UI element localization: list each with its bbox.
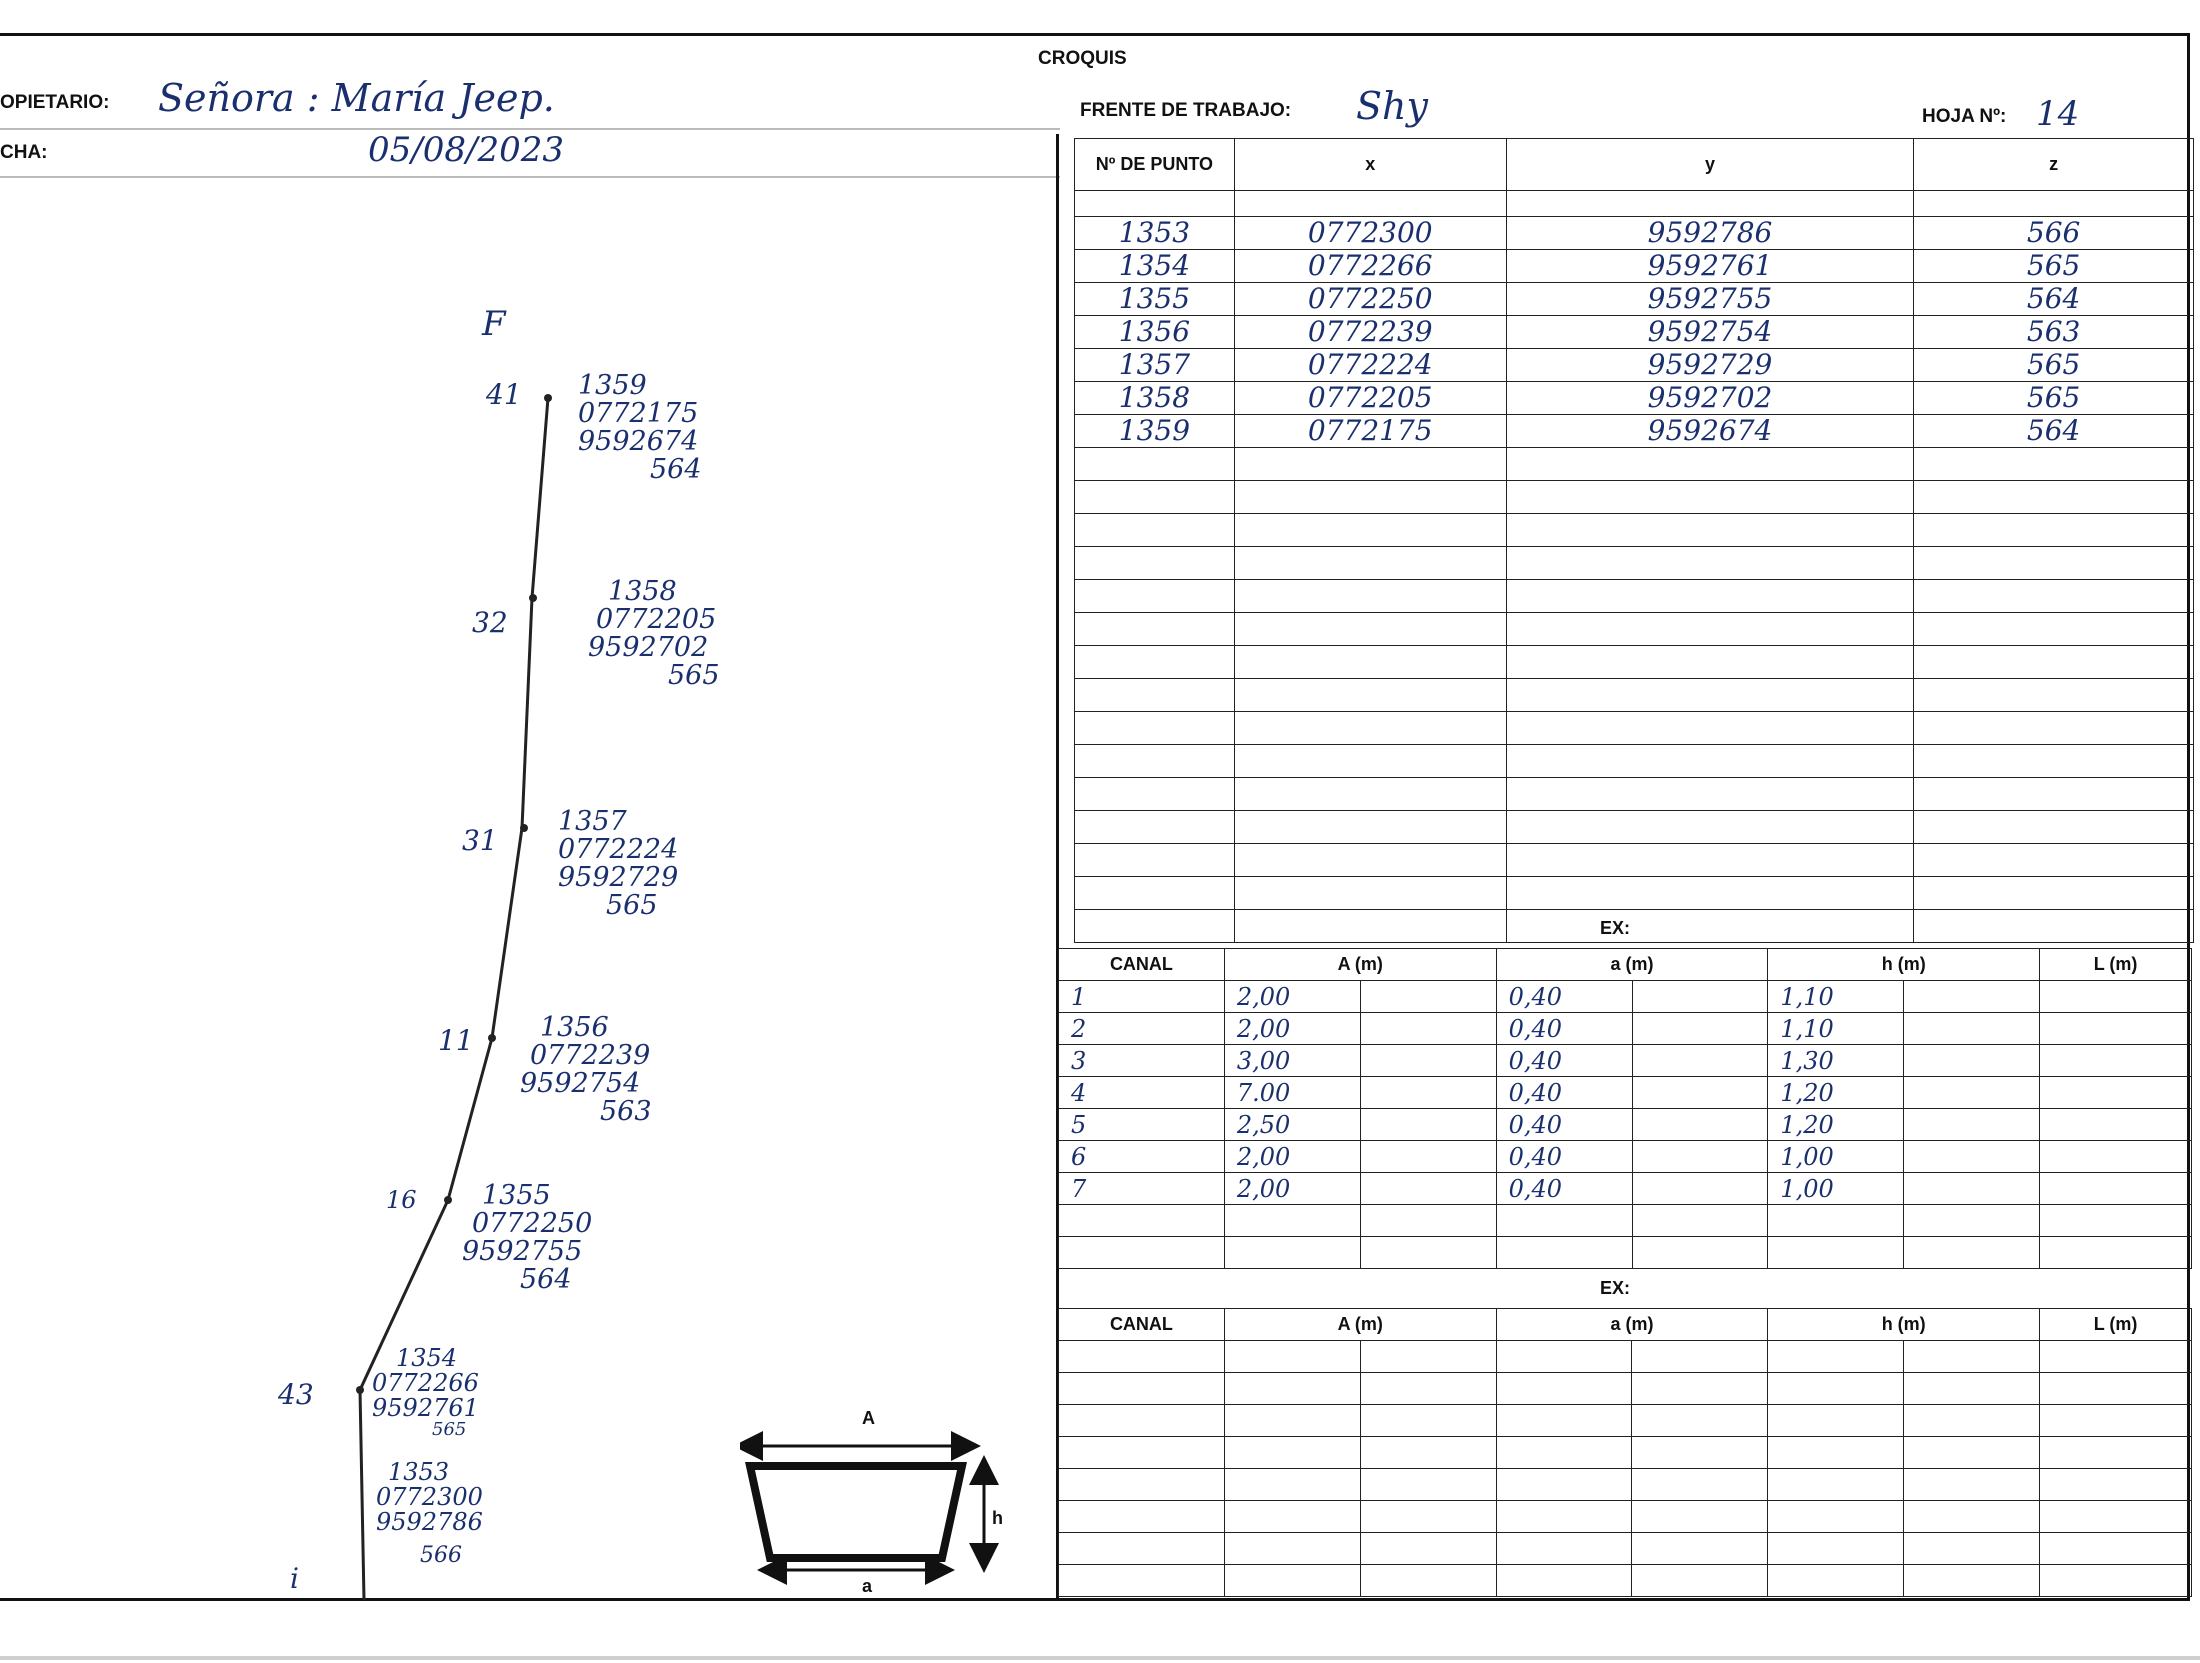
point-x: 0772239 xyxy=(1234,316,1506,349)
table-row xyxy=(1075,679,2194,712)
col-header-z: z xyxy=(1914,139,2194,191)
canal-h: 1,00 xyxy=(1768,1173,1904,1205)
point-z: 565 xyxy=(1914,349,2194,382)
table-row xyxy=(1059,981,2192,1013)
date-label: CHA: xyxy=(0,142,48,163)
table-row xyxy=(1075,250,2194,283)
table-row xyxy=(1075,910,2194,943)
ex-title-1: EX: xyxy=(1600,918,1631,938)
table-row xyxy=(1059,1205,2192,1237)
canal-number: 6 xyxy=(1059,1141,1225,1173)
canal-table-2 xyxy=(1058,1308,2192,1597)
canal-h: 1,10 xyxy=(1768,1013,1904,1045)
canal-A: 2,00 xyxy=(1224,1173,1360,1205)
point-z: 563 xyxy=(1914,316,2194,349)
canal-a xyxy=(1496,1237,1632,1269)
table-row xyxy=(1059,1237,2192,1269)
table-row xyxy=(1075,778,2194,811)
canal-a-check xyxy=(1632,1109,1768,1141)
canal-A-check xyxy=(1360,1045,1496,1077)
table-row xyxy=(1075,514,2194,547)
canal-h: 1,20 xyxy=(1768,1109,1904,1141)
table-row xyxy=(1059,1501,2192,1533)
point-y: 9592786 xyxy=(1506,217,1914,250)
canal-A-check xyxy=(1360,1173,1496,1205)
north-mark: F xyxy=(482,304,506,344)
canal-a-check xyxy=(1632,1237,1768,1269)
ex-title-2: EX: xyxy=(1600,1278,1631,1298)
canal-L xyxy=(2040,1173,2192,1205)
col-header-canal: CANAL xyxy=(1059,949,1225,981)
canal-a-check xyxy=(1632,1173,1768,1205)
channel-section-diagram xyxy=(740,1400,1010,1600)
station-mark xyxy=(529,594,537,602)
point-z: 566 xyxy=(1914,217,2194,250)
sketch-canvas xyxy=(0,180,1056,1600)
point-x: 0772250 xyxy=(1234,283,1506,316)
canal-h-check xyxy=(1904,1013,2040,1045)
table-row xyxy=(1059,1405,2192,1437)
table-row xyxy=(1059,1469,2192,1501)
station-label: 1355 0772250 9592755 564 xyxy=(462,1180,593,1296)
point-z: 564 xyxy=(1914,415,2194,448)
table-row xyxy=(1075,415,2194,448)
canal-h: 1,30 xyxy=(1768,1045,1904,1077)
canal-h-check xyxy=(1904,1141,2040,1173)
table-row xyxy=(1075,448,2194,481)
point-z: 565 xyxy=(1914,250,2194,283)
sheet-label: HOJA Nº: xyxy=(1922,106,2007,127)
col-header-point: Nº DE PUNTO xyxy=(1075,139,1235,191)
canal-a-check xyxy=(1632,1013,1768,1045)
canal-h xyxy=(1768,1237,1904,1269)
station-label: 1356 0772239 9592754 563 xyxy=(520,1012,652,1128)
canal-a: 0,40 xyxy=(1496,981,1632,1013)
station-mark xyxy=(356,1386,364,1394)
table-row xyxy=(1075,811,2194,844)
canal-h-check xyxy=(1904,1237,2040,1269)
canal-number: 1 xyxy=(1059,981,1225,1013)
canal-L xyxy=(2040,1013,2192,1045)
canal-L xyxy=(2040,981,2192,1013)
col-header-a: a (m) xyxy=(1496,949,1768,981)
canal-h: 1,20 xyxy=(1768,1077,1904,1109)
station-distance: 32 xyxy=(472,606,508,639)
table-row xyxy=(1075,382,2194,415)
canal-a-check xyxy=(1632,1205,1768,1237)
point-y: 9592754 xyxy=(1506,316,1914,349)
canal-table-1 xyxy=(1058,948,2192,1269)
table-row xyxy=(1075,646,2194,679)
col-header-L: L (m) xyxy=(2040,1309,2192,1341)
canal-L xyxy=(2040,1109,2192,1141)
table-row xyxy=(1059,1341,2192,1373)
station-distance: 41 xyxy=(486,378,522,411)
point-id: 1353 xyxy=(1075,217,1235,250)
table-row xyxy=(1059,1565,2192,1597)
station-mark xyxy=(520,824,528,832)
canal-number xyxy=(1059,1237,1225,1269)
col-header-y: y xyxy=(1506,139,1914,191)
canal-A: 2,50 xyxy=(1224,1109,1360,1141)
canal-a: 0,40 xyxy=(1496,1077,1632,1109)
canal-A-check xyxy=(1360,1205,1496,1237)
page-title: CROQUIS xyxy=(1038,48,1127,69)
point-id: 1358 xyxy=(1075,382,1235,415)
table-row xyxy=(1075,283,2194,316)
canal-A-check xyxy=(1360,1077,1496,1109)
canal-h: 1,00 xyxy=(1768,1141,1904,1173)
canal-A-check xyxy=(1360,1141,1496,1173)
table-row xyxy=(1059,1045,2192,1077)
col-header-x: x xyxy=(1234,139,1506,191)
owner-rule xyxy=(0,128,1060,130)
canal-h-check xyxy=(1904,1109,2040,1141)
table-row xyxy=(1075,712,2194,745)
table-row xyxy=(1059,1437,2192,1469)
canal-L xyxy=(2040,1141,2192,1173)
point-z: 565 xyxy=(1914,382,2194,415)
table-row xyxy=(1075,316,2194,349)
canal-L xyxy=(2040,1077,2192,1109)
canal-a xyxy=(1496,1205,1632,1237)
diagram-label-top: A xyxy=(862,1408,875,1428)
col-header-canal: CANAL xyxy=(1059,1309,1225,1341)
canal-a-check xyxy=(1632,1045,1768,1077)
canal-A: 2,00 xyxy=(1224,1013,1360,1045)
col-header-L: L (m) xyxy=(2040,949,2192,981)
point-y: 9592761 xyxy=(1506,250,1914,283)
point-id: 1359 xyxy=(1075,415,1235,448)
owner-label: OPIETARIO: xyxy=(0,92,110,113)
canal-A xyxy=(1224,1205,1360,1237)
canal-number: 3 xyxy=(1059,1045,1225,1077)
canal-a-check xyxy=(1632,1077,1768,1109)
canal-a-check xyxy=(1632,981,1768,1013)
table-row xyxy=(1075,877,2194,910)
point-y: 9592674 xyxy=(1506,415,1914,448)
point-y: 9592702 xyxy=(1506,382,1914,415)
trapezoid-shape xyxy=(750,1466,962,1558)
station-label: 1353 0772300 9592786 566 xyxy=(376,1458,483,1568)
date-rule xyxy=(0,176,1060,178)
canal-A-check xyxy=(1360,981,1496,1013)
table-row xyxy=(1059,1077,2192,1109)
table-row xyxy=(1075,217,2194,250)
station-distance: 43 xyxy=(278,1378,314,1411)
table-row xyxy=(1075,844,2194,877)
table-row xyxy=(1075,613,2194,646)
canal-a: 0,40 xyxy=(1496,1141,1632,1173)
canal-a: 0,40 xyxy=(1496,1045,1632,1077)
station-label: 1359 0772175 9592674 564 xyxy=(578,370,702,486)
canal-h: 1,10 xyxy=(1768,981,1904,1013)
point-z: 564 xyxy=(1914,283,2194,316)
date-value: 05/08/2023 xyxy=(368,130,564,170)
canal-L xyxy=(2040,1205,2192,1237)
canal-A-check xyxy=(1360,1013,1496,1045)
station-mark xyxy=(488,1034,496,1042)
canal-L xyxy=(2040,1045,2192,1077)
col-header-h: h (m) xyxy=(1768,949,2040,981)
canal-L xyxy=(2040,1237,2192,1269)
point-x: 0772266 xyxy=(1234,250,1506,283)
table-row xyxy=(1059,1141,2192,1173)
col-header-A: A (m) xyxy=(1224,1309,1496,1341)
canal-a-check xyxy=(1632,1141,1768,1173)
canal-A: 2,00 xyxy=(1224,1141,1360,1173)
canal-a: 0,40 xyxy=(1496,1173,1632,1205)
table-row xyxy=(1075,547,2194,580)
canal-h-check xyxy=(1904,1045,2040,1077)
station-distance: 31 xyxy=(462,824,498,857)
canal-A xyxy=(1224,1237,1360,1269)
canal-h-check xyxy=(1904,1077,2040,1109)
canal-a: 0,40 xyxy=(1496,1013,1632,1045)
canal-h xyxy=(1768,1205,1904,1237)
canal-h-check xyxy=(1904,1173,2040,1205)
point-x: 0772300 xyxy=(1234,217,1506,250)
front-value: Shy xyxy=(1356,84,1428,128)
page-bottom-rule xyxy=(0,1656,2200,1660)
point-x: 0772205 xyxy=(1234,382,1506,415)
table-row xyxy=(1059,1013,2192,1045)
canal-A-check xyxy=(1360,1109,1496,1141)
canal-A-check xyxy=(1360,1237,1496,1269)
canal-h-check xyxy=(1904,1205,2040,1237)
station-distance: 11 xyxy=(438,1024,474,1057)
table-row xyxy=(1075,481,2194,514)
col-header-a: a (m) xyxy=(1496,1309,1768,1341)
station-label: 1357 0772224 9592729 565 xyxy=(558,806,679,922)
col-header-h: h (m) xyxy=(1768,1309,2040,1341)
point-id: 1354 xyxy=(1075,250,1235,283)
station-label: 1354 0772266 9592761 565 xyxy=(372,1344,479,1440)
canal-A: 2,00 xyxy=(1224,981,1360,1013)
front-label: FRENTE DE TRABAJO: xyxy=(1080,100,1292,121)
table-row xyxy=(1059,1533,2192,1565)
point-x: 0772175 xyxy=(1234,415,1506,448)
point-x: 0772224 xyxy=(1234,349,1506,382)
point-id: 1356 xyxy=(1075,316,1235,349)
point-id: 1357 xyxy=(1075,349,1235,382)
canal-number: 5 xyxy=(1059,1109,1225,1141)
start-mark: i xyxy=(290,1562,299,1595)
canal-A: 3,00 xyxy=(1224,1045,1360,1077)
station-label: 1358 0772205 9592702 565 xyxy=(588,576,720,692)
col-header-A: A (m) xyxy=(1224,949,1496,981)
canal-number xyxy=(1059,1205,1225,1237)
point-y: 9592755 xyxy=(1506,283,1914,316)
canal-a: 0,40 xyxy=(1496,1109,1632,1141)
table-row xyxy=(1059,1109,2192,1141)
points-table xyxy=(1074,138,2194,943)
table-row xyxy=(1059,1373,2192,1405)
canal-number: 4 xyxy=(1059,1077,1225,1109)
table-row xyxy=(1075,349,2194,382)
point-y: 9592729 xyxy=(1506,349,1914,382)
diagram-label-bottom: a xyxy=(862,1576,873,1596)
station-distance: 16 xyxy=(386,1186,417,1214)
diagram-label-height: h xyxy=(992,1508,1003,1528)
canal-h-check xyxy=(1904,981,2040,1013)
owner-value: Señora : María Jeep. xyxy=(158,76,555,120)
table-row xyxy=(1059,1173,2192,1205)
canal-number: 2 xyxy=(1059,1013,1225,1045)
point-id: 1355 xyxy=(1075,283,1235,316)
canal-number: 7 xyxy=(1059,1173,1225,1205)
sheet-value: 14 xyxy=(2036,94,2080,134)
canal-A: 7.00 xyxy=(1224,1077,1360,1109)
table-row xyxy=(1075,745,2194,778)
station-mark xyxy=(444,1196,452,1204)
table-row xyxy=(1075,580,2194,613)
station-mark xyxy=(544,394,552,402)
